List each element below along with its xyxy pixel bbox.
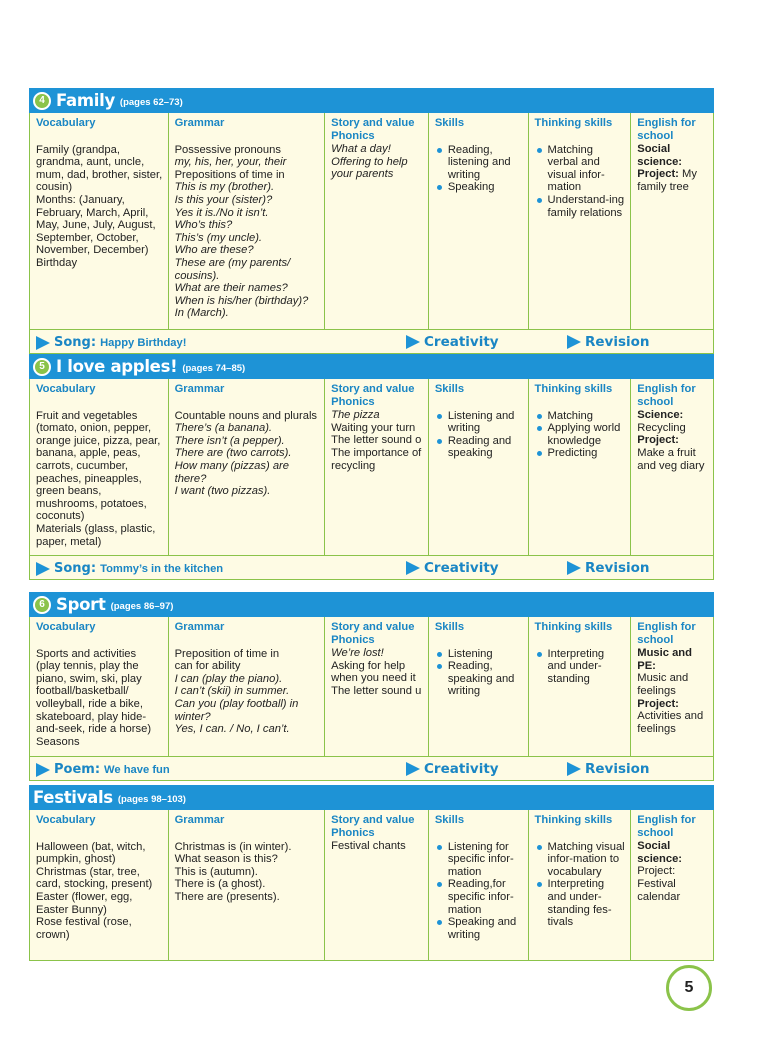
column-heading: Grammar xyxy=(174,117,225,129)
vocab-line: Sports and activities (play tennis, play the piano, swim, ski, play football/basketball/ volleyball, ride a bike, skateboard, play hide-and-seek, ride a horse) xyxy=(36,647,152,736)
unit-title: Sport xyxy=(56,595,106,614)
creativity-label: Creativity xyxy=(424,560,499,576)
unit-5-section xyxy=(29,354,714,580)
column-heading: Grammar xyxy=(174,814,225,826)
column-heading: English for school xyxy=(637,814,696,839)
unit-table xyxy=(29,379,714,555)
creativity-label: Creativity xyxy=(424,761,499,777)
skill-item: Listening xyxy=(435,648,523,661)
grammar-line: In (March). xyxy=(174,307,229,320)
project-label: Project: xyxy=(637,865,676,878)
column-heading: Story and value Phonics xyxy=(331,117,415,142)
english-column xyxy=(631,810,713,960)
vocab-line: Easter (flower, egg, Easter Bunny) xyxy=(36,890,133,916)
song-title: Tommy’s in the kitchen xyxy=(100,562,224,575)
column-heading: English for school xyxy=(637,383,696,408)
song-title: Happy Birthday! xyxy=(100,336,187,349)
unit-title: I love apples! xyxy=(56,357,178,376)
column-heading: Story and value Phonics xyxy=(331,814,415,839)
grammar-line: Christmas is (in winter). xyxy=(174,840,292,853)
thinking-item: Interpreting and under-standing fes-tivals xyxy=(535,878,626,928)
skill-item: Reading,for specific infor-mation xyxy=(435,878,523,916)
subject-label: Social science: xyxy=(637,840,683,865)
column-heading: Story and value Phonics xyxy=(331,383,415,408)
vocabulary-column xyxy=(30,810,169,960)
column-heading: Thinking skills xyxy=(534,814,613,826)
grammar-line: I can’t (skii) in summer. xyxy=(174,685,290,698)
thinking-item: Interpreting and under-standing xyxy=(535,648,626,686)
arrow-icon xyxy=(406,561,420,575)
skills-column xyxy=(429,810,529,960)
vocabulary-column xyxy=(30,379,169,555)
creativity-label: Creativity xyxy=(424,334,499,350)
grammar-column xyxy=(169,810,326,960)
page-number: 5 xyxy=(666,965,712,1011)
unit-footer xyxy=(29,756,714,781)
grammar-line: There is (a ghost). xyxy=(174,878,266,891)
unit-table xyxy=(29,810,714,961)
poem-label: Poem: xyxy=(54,762,101,777)
grammar-line: I want (two pizzas). xyxy=(174,485,271,498)
grammar-line: Can you (play football) in winter? xyxy=(174,697,299,723)
story-column xyxy=(325,617,429,756)
column-heading: Skills xyxy=(434,383,465,395)
column-heading: Thinking skills xyxy=(534,117,613,129)
unit-pages: (pages 62–73) xyxy=(119,97,183,108)
vocab-line: Fruit and vegetables (tomato, onion, pepper, orange juice, pizza, pear, banana, apple, peas, carrots, cucumber, peaches, pineapples, green beans, mushrooms, potatoes, coconuts) xyxy=(36,409,161,523)
column-heading: Skills xyxy=(434,621,465,633)
vocab-line: Materials (glass, plastic, paper, metal) xyxy=(36,522,156,548)
grammar-line: How many (pizzas) are there? xyxy=(174,459,289,485)
skill-item: Listening for specific infor-mation xyxy=(435,841,523,879)
unit-title: Family xyxy=(56,91,115,110)
project-text: Make a fruit and veg diary xyxy=(637,446,705,472)
grammar-line: Preposition of time in xyxy=(174,647,280,660)
grammar-line: There’s (a banana). xyxy=(174,422,273,435)
thinking-item: Understand-ing family relations xyxy=(535,194,626,219)
unit-6-section xyxy=(29,592,714,781)
grammar-line: my, his, her, your, their xyxy=(174,156,287,169)
column-heading: Story and value Phonics xyxy=(331,621,415,646)
grammar-line: Who’s this? xyxy=(174,219,233,232)
column-heading: Skills xyxy=(434,117,465,129)
subject-label: Music and PE: xyxy=(637,647,692,672)
unit-4-section xyxy=(29,88,714,354)
column-heading: Vocabulary xyxy=(36,117,96,129)
unit-header xyxy=(29,354,714,379)
vocabulary-column xyxy=(30,617,169,756)
grammar-line: I can (play the piano). xyxy=(174,672,283,685)
story-line: The letter sound o xyxy=(331,434,422,447)
english-column xyxy=(631,617,713,756)
english-column xyxy=(631,379,713,555)
vocab-line: Rose festival (rose, crown) xyxy=(36,916,132,941)
unit-pages: (pages 98–103) xyxy=(117,794,186,805)
column-heading: Vocabulary xyxy=(36,814,96,826)
grammar-line: Prepositions of time in xyxy=(174,168,285,181)
arrow-icon xyxy=(406,335,420,349)
grammar-line: When is his/her (birthday)? xyxy=(174,294,309,307)
arrow-icon xyxy=(406,762,420,776)
unit-pages: (pages 86–97) xyxy=(110,601,174,612)
column-heading: Thinking skills xyxy=(534,383,613,395)
unit-number-badge: 5 xyxy=(33,358,51,376)
column-heading: English for school xyxy=(637,621,696,646)
column-heading: Thinking skills xyxy=(534,621,613,633)
skills-column xyxy=(429,379,529,555)
festivals-section xyxy=(29,785,714,961)
grammar-line: There are (two carrots). xyxy=(174,447,292,460)
thinking-column xyxy=(529,113,632,329)
unit-pages: (pages 74–85) xyxy=(182,363,246,374)
unit-header xyxy=(29,785,714,810)
project-text: Festival calendar xyxy=(637,877,681,903)
column-heading: Vocabulary xyxy=(36,383,96,395)
subject-topic: Recycling xyxy=(637,421,686,434)
thinking-column xyxy=(529,810,632,960)
grammar-line: This is my (brother). xyxy=(174,181,275,194)
skills-column xyxy=(429,617,529,756)
column-heading: Grammar xyxy=(174,383,225,395)
story-line: The letter sound u xyxy=(331,684,422,697)
grammar-line: Yes it is./No it isn’t. xyxy=(174,206,269,219)
column-heading: Grammar xyxy=(174,621,225,633)
story-line: The pizza xyxy=(331,409,380,422)
story-line: Festival chants xyxy=(331,840,406,853)
story-line: The importance of recycling xyxy=(331,446,422,472)
grammar-line: Yes, I can. / No, I can’t. xyxy=(174,723,290,736)
subject-label: Science: xyxy=(637,409,684,422)
thinking-item: Matching verbal and visual infor-mation xyxy=(535,144,626,194)
grammar-line: This is (autumn). xyxy=(174,865,258,878)
thinking-item: Matching xyxy=(535,410,626,423)
grammar-column xyxy=(169,379,326,555)
poem-title: We have fun xyxy=(104,763,170,776)
unit-header xyxy=(29,592,714,617)
arrow-icon xyxy=(36,336,50,350)
unit-table xyxy=(29,113,714,329)
skills-column xyxy=(429,113,529,329)
revision-label: Revision xyxy=(585,334,650,350)
grammar-line: Who are these? xyxy=(174,244,254,257)
vocab-line: Family (grandpa, grandma, aunt, uncle, mum, dad, brother, sister, cousin) xyxy=(36,143,163,194)
story-column xyxy=(325,810,429,960)
subject-label: Social science: xyxy=(637,143,683,168)
thinking-item: Applying world knowledge xyxy=(535,422,626,447)
grammar-line: There are (presents). xyxy=(174,890,280,903)
story-column xyxy=(325,379,429,555)
arrow-icon xyxy=(36,763,50,777)
column-heading: Vocabulary xyxy=(36,621,96,633)
revision-label: Revision xyxy=(585,761,650,777)
vocab-line: Birthday xyxy=(36,256,78,269)
skill-item: Speaking xyxy=(435,181,523,194)
thinking-column xyxy=(529,617,632,756)
project-text: My family tree xyxy=(637,168,697,193)
grammar-line: These are (my parents/ cousins). xyxy=(174,256,291,282)
arrow-icon xyxy=(567,561,581,575)
grammar-line: Is this your (sister)? xyxy=(174,193,273,206)
story-line: We’re lost! xyxy=(331,647,384,660)
vocab-line: Christmas (star, tree, card, stocking, present) xyxy=(36,865,153,891)
unit-footer xyxy=(29,329,714,354)
skill-item: Listening and writing xyxy=(435,410,523,435)
vocab-line: Seasons xyxy=(36,735,80,748)
project-label: Project: xyxy=(637,168,679,181)
arrow-icon xyxy=(567,335,581,349)
skill-item: Reading and speaking xyxy=(435,435,523,460)
vocabulary-column xyxy=(30,113,169,329)
grammar-line: can for ability xyxy=(174,660,241,673)
grammar-line: What are their names? xyxy=(174,282,288,295)
subject-topic: Music and feelings xyxy=(637,672,689,697)
unit-number-badge: 4 xyxy=(33,92,51,110)
vocab-line: Halloween (bat, witch, pumpkin, ghost) xyxy=(36,840,146,866)
thinking-column xyxy=(529,379,632,555)
grammar-line: Possessive pronouns xyxy=(174,143,281,156)
song-label: Song: xyxy=(54,561,97,576)
story-line: What a day! xyxy=(331,143,391,156)
vocab-line: Months: (January, February, March, April, May, June, July, August, September, October, November, December) xyxy=(36,193,156,257)
unit-number-badge: 6 xyxy=(33,596,51,614)
unit-table xyxy=(29,617,714,756)
unit-footer xyxy=(29,555,714,580)
story-line: Waiting your turn xyxy=(331,421,416,434)
grammar-line: There isn’t (a pepper). xyxy=(174,434,285,447)
column-heading: Skills xyxy=(434,814,465,826)
arrow-icon xyxy=(567,762,581,776)
english-column xyxy=(631,113,713,329)
unit-title: Festivals xyxy=(33,788,113,807)
skill-item: Speaking and writing xyxy=(435,916,523,941)
story-line: Asking for help when you need it xyxy=(331,659,416,685)
unit-header xyxy=(29,88,714,113)
column-heading: English for school xyxy=(637,117,696,142)
arrow-icon xyxy=(36,562,50,576)
story-line: Offering to help your parents xyxy=(331,155,408,181)
project-label: Project: xyxy=(637,434,679,447)
grammar-line: This’s (my uncle). xyxy=(174,231,263,244)
thinking-item: Predicting xyxy=(535,447,626,460)
grammar-column xyxy=(169,617,326,756)
grammar-line: Countable nouns and plurals xyxy=(174,409,318,422)
thinking-item: Matching visual infor-mation to vocabulary xyxy=(535,841,626,879)
song-label: Song: xyxy=(54,335,97,350)
story-column xyxy=(325,113,429,329)
skill-item: Reading, speaking and writing xyxy=(435,660,523,698)
grammar-column xyxy=(169,113,326,329)
skill-item: Reading, listening and writing xyxy=(435,144,523,182)
project-label: Project: xyxy=(637,697,679,710)
grammar-line: What season is this? xyxy=(174,853,278,866)
project-text: Activities and feelings xyxy=(637,710,704,735)
revision-label: Revision xyxy=(585,560,650,576)
